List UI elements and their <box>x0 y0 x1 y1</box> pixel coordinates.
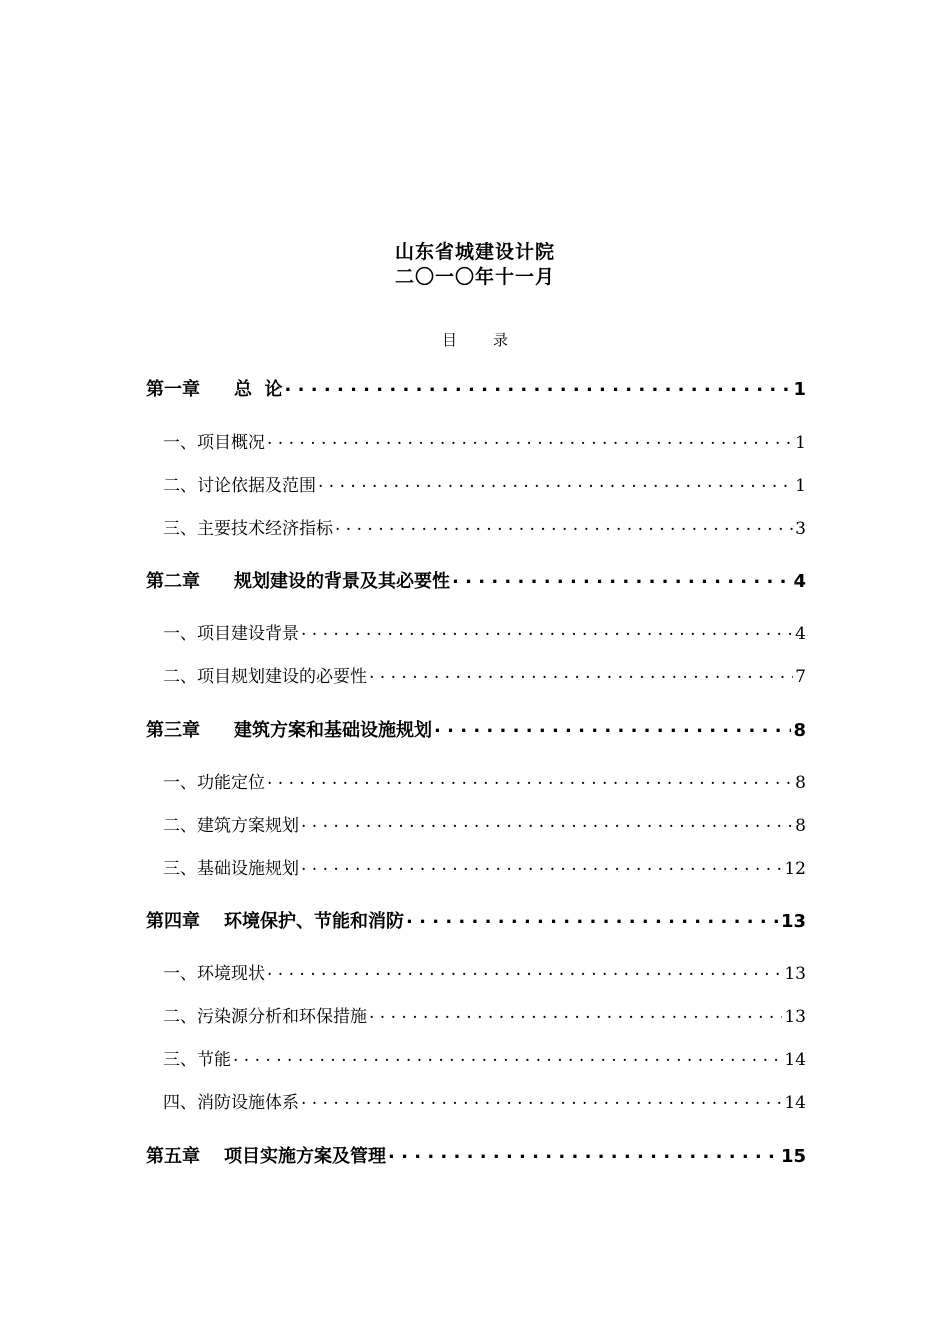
toc-chapter-4[interactable] <box>146 909 806 935</box>
dot-leader <box>318 474 793 491</box>
dot-leader <box>434 718 791 736</box>
toc-section[interactable] <box>146 1091 806 1115</box>
dot-leader <box>406 909 779 927</box>
toc-section[interactable] <box>146 517 806 541</box>
chapter-number: 第四章 <box>146 911 200 932</box>
toc-section[interactable] <box>146 962 806 986</box>
dot-leader <box>388 1144 779 1162</box>
toc-chapter-2[interactable] <box>146 569 806 595</box>
page-number: 4 <box>795 624 806 644</box>
chapter-title: 项目实施方案及管理 <box>224 1146 386 1167</box>
toc-section[interactable] <box>146 431 806 455</box>
dot-leader <box>301 857 782 874</box>
toc-chapter-1[interactable] <box>146 377 806 403</box>
page-number: 1 <box>795 433 806 453</box>
chapter-title: 环境保护、节能和消防 <box>224 911 404 932</box>
section-title: 一、项目概况 <box>163 433 265 453</box>
dot-leader <box>452 569 791 587</box>
toc-chapter-3[interactable] <box>146 718 806 744</box>
dot-leader <box>301 622 793 639</box>
toc-section[interactable] <box>146 665 806 689</box>
dot-leader <box>267 431 793 448</box>
page-number: 8 <box>795 816 806 836</box>
section-title: 二、污染源分析和环保措施 <box>163 1007 367 1027</box>
toc-section[interactable] <box>146 474 806 498</box>
section-title: 三、基础设施规划 <box>163 859 299 879</box>
dot-leader <box>369 665 793 682</box>
page-number: 1 <box>795 476 806 496</box>
page-number: 13 <box>780 911 806 932</box>
section-title: 四、消防设施体系 <box>163 1093 299 1113</box>
chapter-number: 第三章 <box>146 720 200 741</box>
section-title: 二、讨论依据及范围 <box>163 476 316 496</box>
dot-leader <box>335 517 793 534</box>
chapter-title: 规划建设的背景及其必要性 <box>234 571 450 592</box>
chapter-number: 第一章 <box>146 379 200 400</box>
dot-leader <box>369 1005 782 1022</box>
chapter-number: 第二章 <box>146 571 200 592</box>
section-title: 二、建筑方案规划 <box>163 816 299 836</box>
section-title: 二、项目规划建设的必要性 <box>163 667 367 687</box>
toc-section[interactable] <box>146 1048 806 1072</box>
toc-chapter-5[interactable] <box>146 1144 806 1170</box>
toc-section[interactable] <box>146 1005 806 1029</box>
dot-leader <box>267 962 782 979</box>
dot-leader <box>301 814 793 831</box>
page-number: 3 <box>795 519 806 539</box>
section-title: 三、节能 <box>163 1050 231 1070</box>
section-title: 三、主要技术经济指标 <box>163 519 333 539</box>
toc-title: 目录 <box>441 331 544 349</box>
chapter-number: 第五章 <box>146 1146 200 1167</box>
page-number: 1 <box>793 379 806 400</box>
toc-section[interactable] <box>146 622 806 646</box>
section-title: 一、环境现状 <box>163 964 265 984</box>
document-date: 二〇一〇年十一月 <box>394 266 555 288</box>
section-title: 一、功能定位 <box>163 773 265 793</box>
page-number: 14 <box>784 1050 806 1070</box>
chapter-title: 建筑方案和基础设施规划 <box>234 720 432 741</box>
page-number: 12 <box>784 859 806 879</box>
dot-leader <box>301 1091 782 1108</box>
page-number: 8 <box>793 720 806 741</box>
toc-section[interactable] <box>146 857 806 881</box>
page-number: 14 <box>784 1093 806 1113</box>
page-number: 7 <box>795 667 806 687</box>
toc-section[interactable] <box>146 814 806 838</box>
dot-leader <box>233 1048 782 1065</box>
chapter-title: 总 论 <box>234 379 283 400</box>
section-title: 一、项目建设背景 <box>163 624 299 644</box>
page-number: 15 <box>780 1146 806 1167</box>
organization-name: 山东省城建设计院 <box>394 241 555 263</box>
dot-leader <box>267 771 793 788</box>
page-number: 8 <box>795 773 806 793</box>
page-number: 13 <box>784 1007 806 1027</box>
toc-section[interactable] <box>146 771 806 795</box>
page-number: 4 <box>793 571 806 592</box>
dot-leader <box>285 377 792 395</box>
page-number: 13 <box>784 964 806 984</box>
